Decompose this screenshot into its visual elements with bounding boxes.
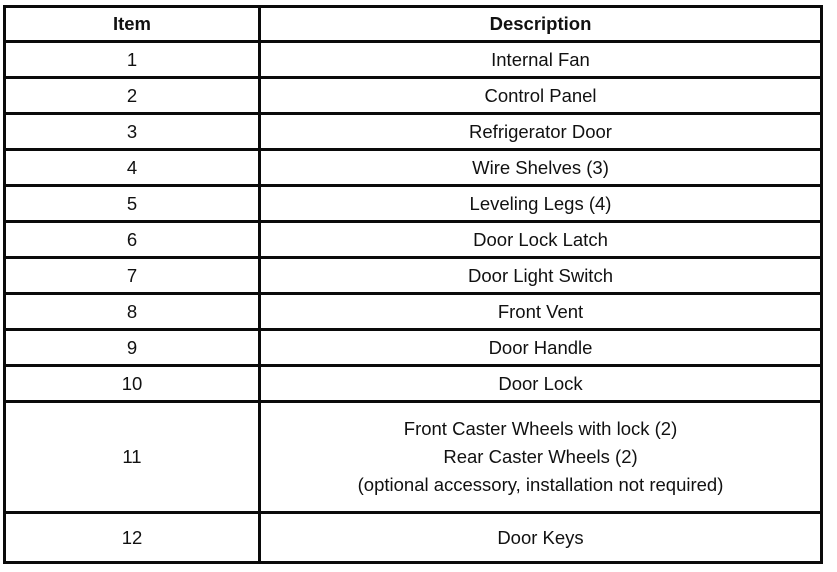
item-description: Internal Fan bbox=[260, 42, 822, 78]
item-description: Door Lock Latch bbox=[260, 222, 822, 258]
table-row bbox=[5, 42, 822, 78]
table-row bbox=[5, 150, 822, 186]
item-description: Wire Shelves (3) bbox=[260, 150, 822, 186]
parts-table bbox=[3, 5, 823, 564]
header-row bbox=[5, 7, 822, 42]
table-row bbox=[5, 330, 822, 366]
table-row bbox=[5, 258, 822, 294]
item-number: 11 bbox=[5, 402, 260, 513]
item-number: 6 bbox=[5, 222, 260, 258]
item-number: 7 bbox=[5, 258, 260, 294]
item-description: Refrigerator Door bbox=[260, 114, 822, 150]
table-row bbox=[5, 513, 822, 563]
item-description: Door Keys bbox=[260, 513, 822, 563]
table-row bbox=[5, 294, 822, 330]
item-description: Door Handle bbox=[260, 330, 822, 366]
item-number: 9 bbox=[5, 330, 260, 366]
item-number: 3 bbox=[5, 114, 260, 150]
item-number: 8 bbox=[5, 294, 260, 330]
item-description: Door Lock bbox=[260, 366, 822, 402]
description-line: Rear Caster Wheels (2) bbox=[443, 446, 638, 467]
item-description: Leveling Legs (4) bbox=[260, 186, 822, 222]
item-number: 1 bbox=[5, 42, 260, 78]
item-number: 10 bbox=[5, 366, 260, 402]
item-description: Control Panel bbox=[260, 78, 822, 114]
item-description: Door Light Switch bbox=[260, 258, 822, 294]
table-row bbox=[5, 366, 822, 402]
item-number: 12 bbox=[5, 513, 260, 563]
column-header-item: Item bbox=[5, 7, 260, 42]
table-row bbox=[5, 186, 822, 222]
column-header-description: Description bbox=[260, 7, 822, 42]
item-description bbox=[260, 402, 822, 513]
item-description: Front Vent bbox=[260, 294, 822, 330]
table-row bbox=[5, 402, 822, 513]
table-row bbox=[5, 78, 822, 114]
description-line: Front Caster Wheels with lock (2) bbox=[403, 418, 678, 439]
item-number: 5 bbox=[5, 186, 260, 222]
table-row bbox=[5, 222, 822, 258]
item-number: 4 bbox=[5, 150, 260, 186]
table-row bbox=[5, 114, 822, 150]
description-line: (optional accessory, installation not required) bbox=[357, 474, 724, 495]
item-number: 2 bbox=[5, 78, 260, 114]
